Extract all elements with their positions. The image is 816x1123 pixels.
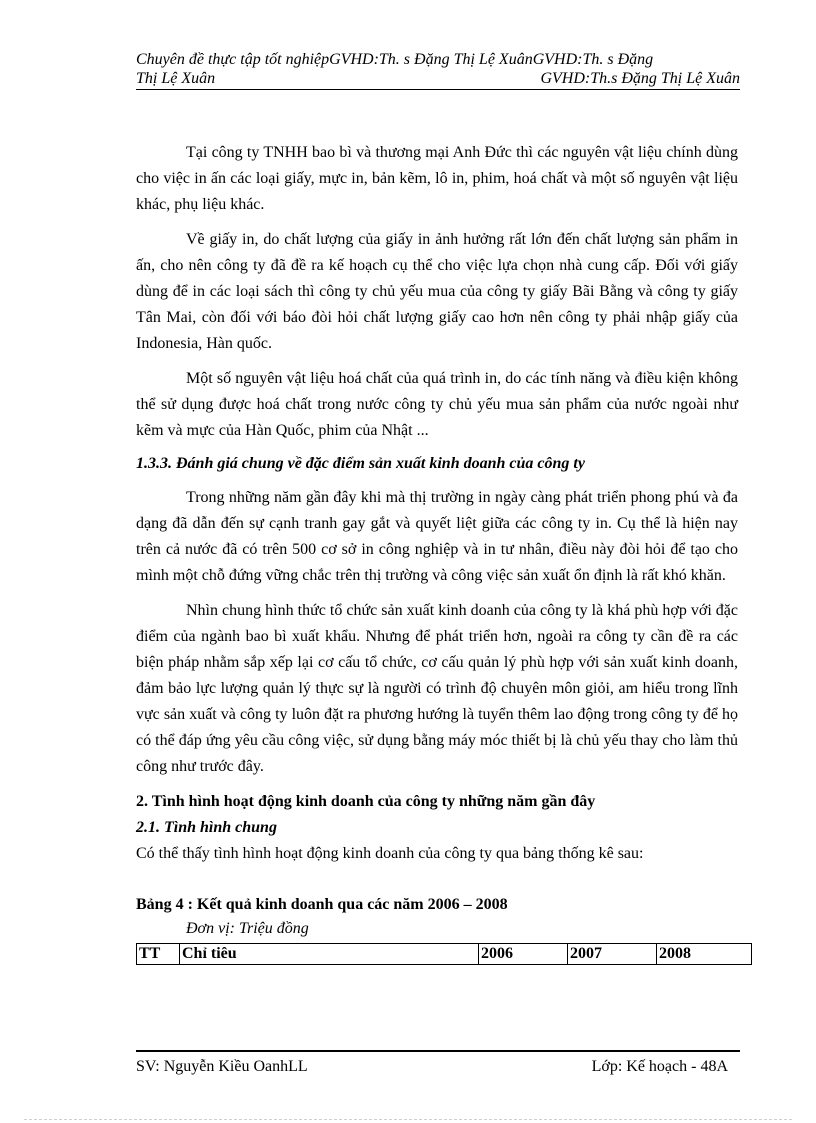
column-header-2006: 2006 xyxy=(479,944,568,965)
paragraph-overview: Nhìn chung hình thức tổ chức sản xuất kinh doanh của công ty là khá phù hợp với đặc điểm của ngành bao bì xuất khẩu. Nhưng để phát triển hơn, ngoài ra công ty cần đề ra các biện pháp nhằm sắp xếp lại cơ cấu tổ chức, cơ cấu quản lý phù hợp với sản xuất kinh doanh, đảm bảo lực lượng quản lý thực sự là người có trình độ chuyên môn giỏi, am hiểu trong lĩnh vực sản xuất và công ty luôn đặt ra phương hướng là tuyển thêm lao động trong công ty để họ có thể đáp ứng yêu cầu công việc, sử dụng bằng máy móc thiết bị là chủ yếu thay cho làm thủ công như trước đây. xyxy=(136,602,738,775)
header-line-2-left: Thị Lệ Xuân xyxy=(136,70,216,87)
table-caption: Bảng 4 : Kết quả kinh doanh qua các năm 2006 – 2008 xyxy=(136,896,508,913)
page-bottom-edge xyxy=(24,1119,792,1120)
footer-divider xyxy=(136,1050,740,1052)
section-heading-2: 2. Tình hình hoạt động kinh doanh của công ty những năm gần đây xyxy=(136,793,596,810)
column-header-2008: 2008 xyxy=(657,944,752,965)
page-footer xyxy=(136,1058,728,1076)
footer-class: Lớp: Kế hoạch - 48A xyxy=(591,1058,728,1075)
table-header-row xyxy=(137,944,752,965)
document-body xyxy=(136,140,738,965)
header-line-2 xyxy=(136,69,740,88)
section-heading-1-3-3: 1.3.3. Đánh giá chung về đặc điểm sản xuất kinh doanh của công ty xyxy=(136,455,585,472)
column-header-indicator: Chỉ tiêu xyxy=(180,944,479,965)
paragraph-chemicals: Một số nguyên vật liệu hoá chất của quá trình in, do các tính năng và điều kiện không thể sử dụng được hoá chất trong nước công ty chủ yếu mua sản phẩm của nước ngoài như kẽm và mực của Hàn Quốc, phim của Nhật ... xyxy=(136,370,738,439)
paragraph-table-intro: Có thể thấy tình hình hoạt động kinh doanh của công ty qua bảng thống kê sau: xyxy=(136,845,644,862)
column-header-tt: TT xyxy=(137,944,180,965)
column-header-2007: 2007 xyxy=(568,944,657,965)
table-unit: Đơn vị: Triệu đồng xyxy=(186,920,309,937)
page-header xyxy=(136,50,740,88)
results-table xyxy=(136,943,752,965)
header-line-2-right: GVHD:Th.s Đặng Thị Lệ Xuân xyxy=(540,70,740,87)
footer-student: SV: Nguyễn Kiều OanhLL xyxy=(136,1058,308,1075)
paragraph-paper: Về giấy in, do chất lượng của giấy in ảnh hưởng rất lớn đến chất lượng sản phẩm in ấn, cho nên công ty đã đề ra kế hoạch cụ thể cho việc lựa chọn nhà cung cấp. Đối với giấy dùng để in các loại sách thì công ty chủ yếu mua của công ty giấy Bãi Bằng và công ty giấy Tân Mai, còn đối với báo đòi hỏi chất lượng giấy cao hơn nên công ty phải nhập giấy của Indonesia, Hàn quốc. xyxy=(136,231,738,352)
paragraph-materials: Tại công ty TNHH bao bì và thương mại Anh Đức thì các nguyên vật liệu chính dùng cho việc in ấn các loại giấy, mực in, bản kẽm, lô in, phim, hoá chất và một số nguyên vật liệu khác, phụ liệu khác. xyxy=(136,144,738,213)
paragraph-market: Trong những năm gần đây khi mà thị trường in ngày càng phát triển phong phú và đa dạng đã dẫn đến sự cạnh tranh gay gắt và quyết liệt giữa các công ty in. Cụ thể là hiện nay trên cả nước đã có trên 500 cơ sở in công nghiệp và in tư nhân, điều này đòi hỏi để tạo cho mình một chỗ đứng vững chắc trên thị trường và công việc sản xuất ổn định là rất khó khăn. xyxy=(136,489,738,584)
header-divider xyxy=(136,89,740,90)
header-line-1: Chuyên đề thực tập tốt nghiệpGVHD:Th. s Đặng Thị Lệ XuânGVHD:Th. s Đặng xyxy=(136,51,654,68)
section-heading-2-1: 2.1. Tình hình chung xyxy=(136,819,277,836)
